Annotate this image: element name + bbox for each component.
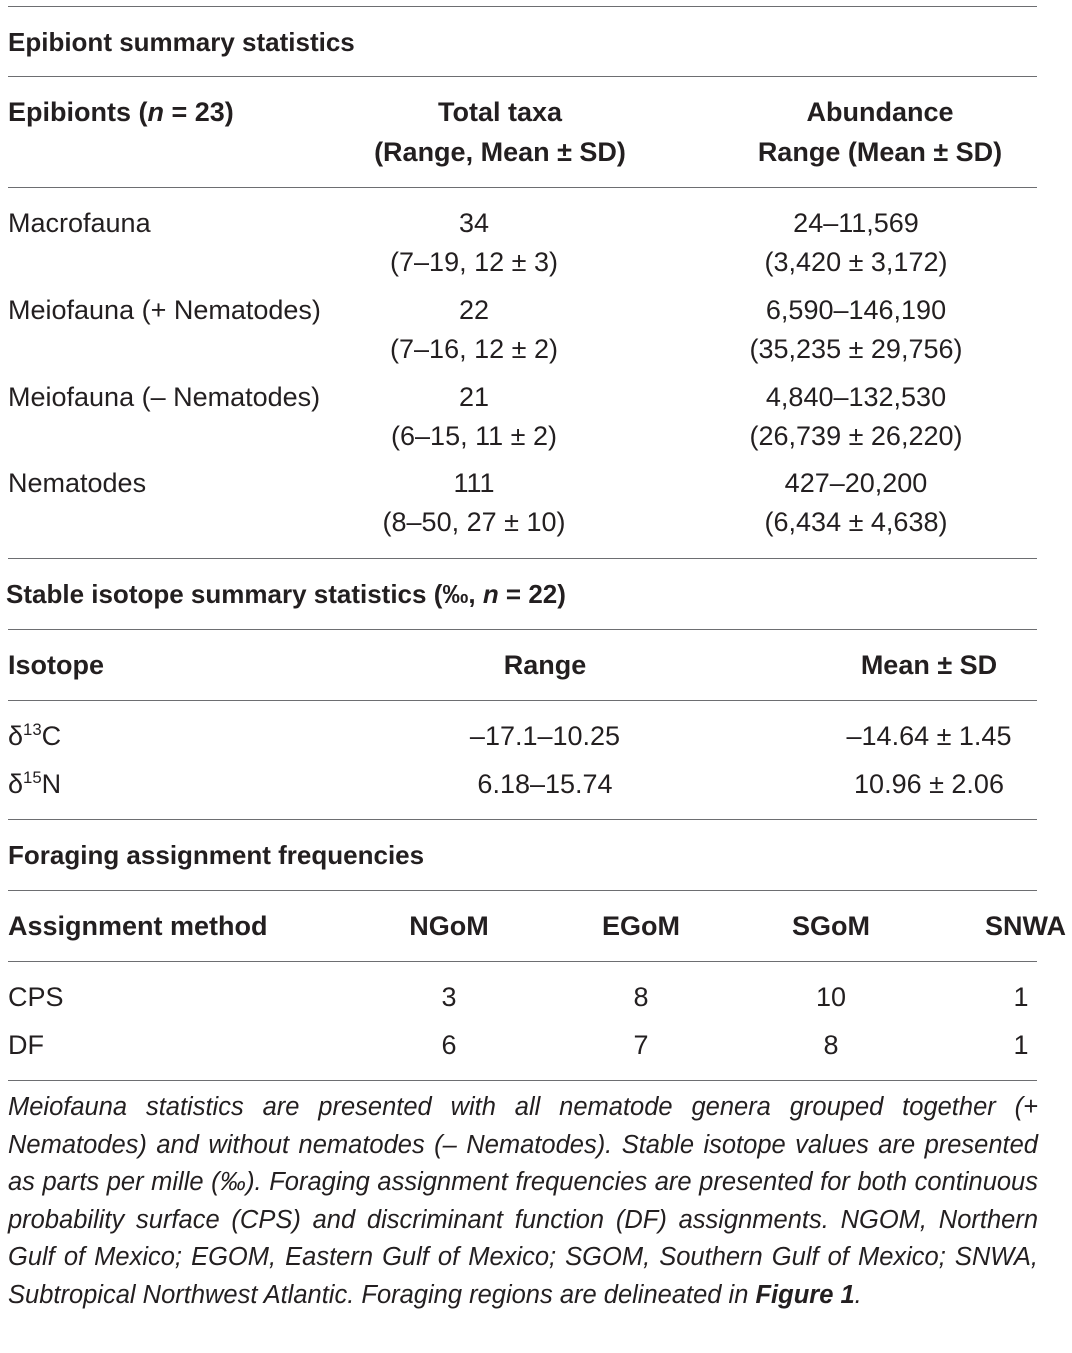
table-cell-taxa: 34 bbox=[458, 208, 490, 238]
table-cell-snwa: 1 bbox=[1013, 982, 1029, 1012]
rule-section1-end bbox=[8, 558, 1037, 559]
rule-section1-title bbox=[8, 76, 1037, 77]
section-title-foraging: Foraging assignment frequencies bbox=[8, 840, 425, 870]
header-isotope: Isotope bbox=[8, 650, 105, 680]
rule-section2-title bbox=[8, 629, 1037, 630]
table-cell-sgom: 10 bbox=[815, 982, 847, 1012]
section-title-isotope: Stable isotope summary statistics (‰, n = 22) bbox=[6, 579, 566, 609]
table-row-method: DF bbox=[8, 1030, 44, 1060]
table-row-isotope-nitrogen: $\delta^{15}N$ bbox=[8, 767, 62, 799]
table-cell-abundance: 24–11,569 bbox=[793, 208, 919, 238]
header-abundance-sub: Range (Mean ± SD) bbox=[757, 137, 1003, 167]
table-cell-sgom: 8 bbox=[823, 1030, 839, 1060]
header-egom: EGoM bbox=[602, 911, 680, 941]
table-cell-taxa-sub: (7–19, 12 ± 3) bbox=[390, 247, 558, 277]
figure-reference: Figure 1 bbox=[755, 1280, 855, 1309]
table-cell-abundance: 427–20,200 bbox=[784, 468, 928, 498]
table-cell-egom: 8 bbox=[633, 982, 649, 1012]
table-row-label: Macrofauna bbox=[8, 208, 151, 238]
table-row-isotope-carbon: $\delta^{13}C$ bbox=[8, 719, 62, 751]
table-cell-ngom: 3 bbox=[441, 982, 457, 1012]
table-cell-abundance-sub: (35,235 ± 29,756) bbox=[749, 334, 963, 364]
rule-top bbox=[8, 6, 1037, 7]
header-snwa: SNWA bbox=[985, 911, 1066, 941]
table-row-method: CPS bbox=[8, 982, 64, 1012]
table-cell-taxa-sub: (7–16, 12 ± 2) bbox=[390, 334, 558, 364]
table-cell-taxa: 111 bbox=[453, 468, 495, 498]
table-cell-taxa: 21 bbox=[458, 382, 490, 412]
table-cell-egom: 7 bbox=[633, 1030, 649, 1060]
rule-section3-end bbox=[8, 1080, 1037, 1081]
table-row-label: Nematodes bbox=[8, 468, 147, 498]
table-row-label: Meiofauna (+ Nematodes) bbox=[8, 295, 321, 325]
table-cell-taxa-sub: (8–50, 27 ± 10) bbox=[382, 507, 566, 537]
header-abundance: Abundance bbox=[806, 97, 954, 127]
rule-section1-header bbox=[8, 187, 1037, 188]
section-title-epibiont: Epibiont summary statistics bbox=[8, 27, 355, 57]
header-total-taxa-sub: (Range, Mean ± SD) bbox=[374, 137, 626, 167]
table-cell-taxa-sub: (6–15, 11 ± 2) bbox=[391, 421, 557, 451]
rule-section3-header bbox=[8, 961, 1037, 962]
table-cell-range: –17.1–10.25 bbox=[469, 721, 621, 751]
header-assignment-method: Assignment method bbox=[8, 911, 268, 941]
header-sgom: SGoM bbox=[792, 911, 870, 941]
table-cell-taxa: 22 bbox=[458, 295, 490, 325]
header-ngom: NGoM bbox=[409, 911, 489, 941]
table-cell-range: 6.18–15.74 bbox=[477, 769, 613, 799]
table-cell-snwa: 1 bbox=[1013, 1030, 1029, 1060]
table-cell-abundance: 4,840–132,530 bbox=[765, 382, 947, 412]
header-range: Range bbox=[503, 650, 587, 680]
table-cell-mean: –14.64 ± 1.45 bbox=[846, 721, 1012, 751]
table-row-label: Meiofauna (– Nematodes) bbox=[8, 382, 321, 412]
table-cell-abundance-sub: (6,434 ± 4,638) bbox=[764, 507, 948, 537]
table-cell-mean: 10.96 ± 2.06 bbox=[854, 769, 1004, 799]
table-cell-abundance-sub: (26,739 ± 26,220) bbox=[749, 421, 963, 451]
header-total-taxa: Total taxa bbox=[437, 97, 563, 127]
header-epibionts: Epibionts (n = 23) bbox=[8, 97, 234, 127]
header-mean: Mean ± SD bbox=[860, 650, 998, 680]
rule-section2-end bbox=[8, 819, 1037, 820]
rule-section2-header bbox=[8, 700, 1037, 701]
table-cell-abundance-sub: (3,420 ± 3,172) bbox=[764, 247, 948, 277]
table-caption: Meiofauna statistics are presented with all nematode genera grouped together (+ Nematodes) and without nematodes (– Nematodes). Stable isotope values are presented as parts per mille (‰). Foraging assignment frequencies are presented for both continuous probability surface (CPS) and discriminant function (DF) assignments. NGOM, Northern Gulf of Mexico; EGOM, Eastern Gulf of Mexico; SGOM, Southern Gulf of Mexico; SNWA, Subtropical Northwest Atlantic. Foraging regions are delineated in Figure 1. bbox=[8, 1093, 1038, 1309]
table-cell-ngom: 6 bbox=[441, 1030, 457, 1060]
rule-section3-title bbox=[8, 890, 1037, 891]
table-cell-abundance: 6,590–146,190 bbox=[765, 295, 947, 325]
